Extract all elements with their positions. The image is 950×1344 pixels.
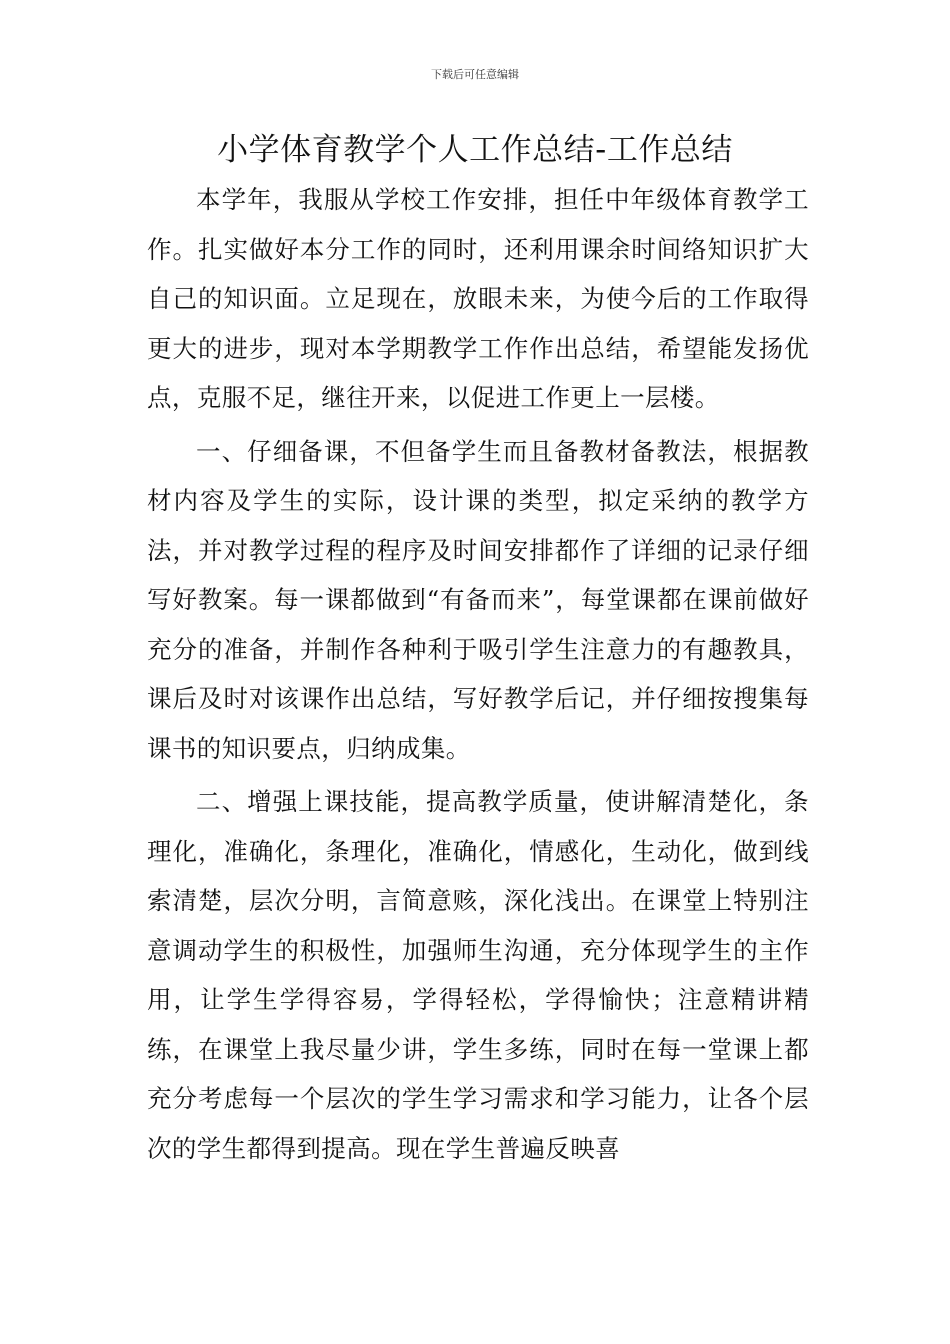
document-body <box>147 175 809 1173</box>
paragraph-teaching-skills: 二、增强上课技能，提高教学质量，使讲解清楚化，条理化，准确化，条理化，准确化，情感化，生动化，做到线索清楚，层次分明，言简意赅，深化浅出。在课堂上特别注意调动学生的积极性，加强师生沟通，充分体现学生的主作用，让学生学得容易，学得轻松，学得愉快；注意精讲精练，在课堂上我尽量少讲，学生多练，同时在每一堂课上都充分考虑每一个层次的学生学习需求和学习能力，让各个层次的学生都得到提高。现在学生普遍反映喜 <box>147 787 809 1163</box>
document-title: 小学体育教学个人工作总结-工作总结 <box>217 132 733 168</box>
paragraph-intro: 本学年，我服从学校工作安排，担任中年级体育教学工作。扎实做好本分工作的同时，还利用课余时间络知识扩大自己的知识面。立足现在，放眼未来，为使今后的工作取得更大的进步，现对本学期教学工作作出总结，希望能发扬优点，克服不足，继往开来，以促进工作更上一层楼。 <box>147 185 809 412</box>
header-note: 下载后可任意编辑 <box>431 68 519 81</box>
paragraph-lesson-prep: 一、仔细备课，不但备学生而且备教材备教法，根据教材内容及学生的实际，设计课的类型，拟定采纳的教学方法，并对教学过程的程序及时间安排都作了详细的记录仔细写好教案。每一课都做到“有备而来”，每堂课都在课前做好充分的准备，并制作各种利于吸引学生注意力的有趣教具，课后及时对该课作出总结，写好教学后记，并仔细按搜集每课书的知识要点，归纳成集。 <box>147 436 809 763</box>
